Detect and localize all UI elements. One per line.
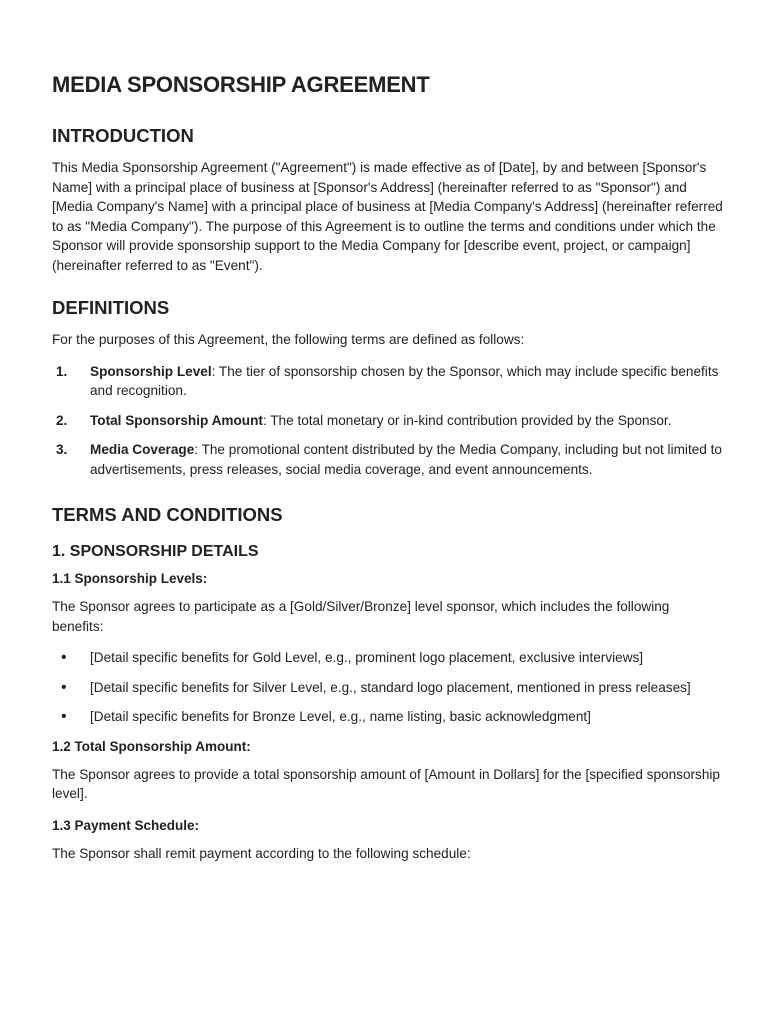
definition-term: Total Sponsorship Amount — [90, 412, 263, 428]
definition-term: Sponsorship Level — [90, 363, 212, 379]
bullet-icon: • — [61, 708, 67, 725]
definitions-list — [52, 362, 724, 480]
benefit-text: [Detail specific benefits for Bronze Level, e.g., name listing, basic acknowledgment] — [90, 709, 591, 724]
document-title: MEDIA SPONSORSHIP AGREEMENT — [52, 72, 430, 97]
list-number: 1. — [56, 363, 68, 379]
definition-item — [52, 411, 724, 431]
introduction-heading: INTRODUCTION — [52, 125, 194, 146]
benefit-text: [Detail specific benefits for Gold Level, e.g., prominent logo placement, exclusive interviews] — [90, 650, 644, 665]
subsection-1-1-body: The Sponsor agrees to participate as a [Gold/Silver/Bronze] level sponsor, which includes the following benefits: — [52, 599, 670, 634]
list-item — [52, 648, 724, 668]
benefit-text: [Detail specific benefits for Silver Level, e.g., standard logo placement, mentioned in press releases] — [90, 679, 691, 695]
section-1-heading: 1. SPONSORSHIP DETAILS — [52, 543, 259, 560]
subsection-1-2-body: The Sponsor agrees to provide a total sponsorship amount of [Amount in Dollars] for the [specified sponsorship level]. — [52, 766, 720, 801]
definitions-lead: For the purposes of this Agreement, the following terms are defined as follows: — [52, 332, 525, 347]
list-item — [52, 707, 724, 727]
subsection-1-3-body: The Sponsor shall remit payment according to the following schedule: — [52, 845, 471, 861]
list-number: 3. — [56, 442, 68, 457]
bullet-icon: • — [61, 649, 67, 666]
subsection-1-2-heading: 1.2 Total Sponsorship Amount: — [52, 738, 251, 754]
subsection-1-3-heading: 1.3 Payment Schedule: — [52, 817, 200, 833]
introduction-body: This Media Sponsorship Agreement ("Agreement") is made effective as of [Date], by and between [Sponsor's Name] with a principal place of business at [Sponsor's Address] (hereinafter referred to as "Sponsor") and [Media Company's Name] with a principal place of business at [Media Company's Address] (hereinafter referred to as "Media Company"). The purpose of this Agreement is to outline the terms and conditions under which the Sponsor will provide sponsorship support to the Media Company for [describe event, project, or campaign] (hereinafter referred to as "Event"). — [52, 160, 723, 273]
definition-text: : The total monetary or in-kind contribution provided by the Sponsor. — [262, 412, 672, 428]
terms-heading: TERMS AND CONDITIONS — [52, 504, 283, 525]
document-page — [52, 70, 724, 875]
definition-text: : The tier of sponsorship chosen by the Sponsor, which may include specific benefits and recognition. — [90, 363, 719, 398]
bullet-icon: • — [61, 678, 67, 696]
benefits-list — [52, 648, 724, 727]
subsection-1-1-heading: 1.1 Sponsorship Levels: — [52, 571, 208, 586]
definition-text: : The promotional content distributed by the Media Company, including but not limited to advertisements, press releases, social media coverage, and event announcements. — [90, 442, 722, 477]
definitions-heading: DEFINITIONS — [52, 297, 170, 318]
list-number: 2. — [56, 412, 68, 428]
definition-item — [52, 362, 724, 401]
definition-item — [52, 440, 724, 479]
list-item — [52, 678, 724, 698]
definition-term: Media Coverage — [90, 442, 195, 457]
